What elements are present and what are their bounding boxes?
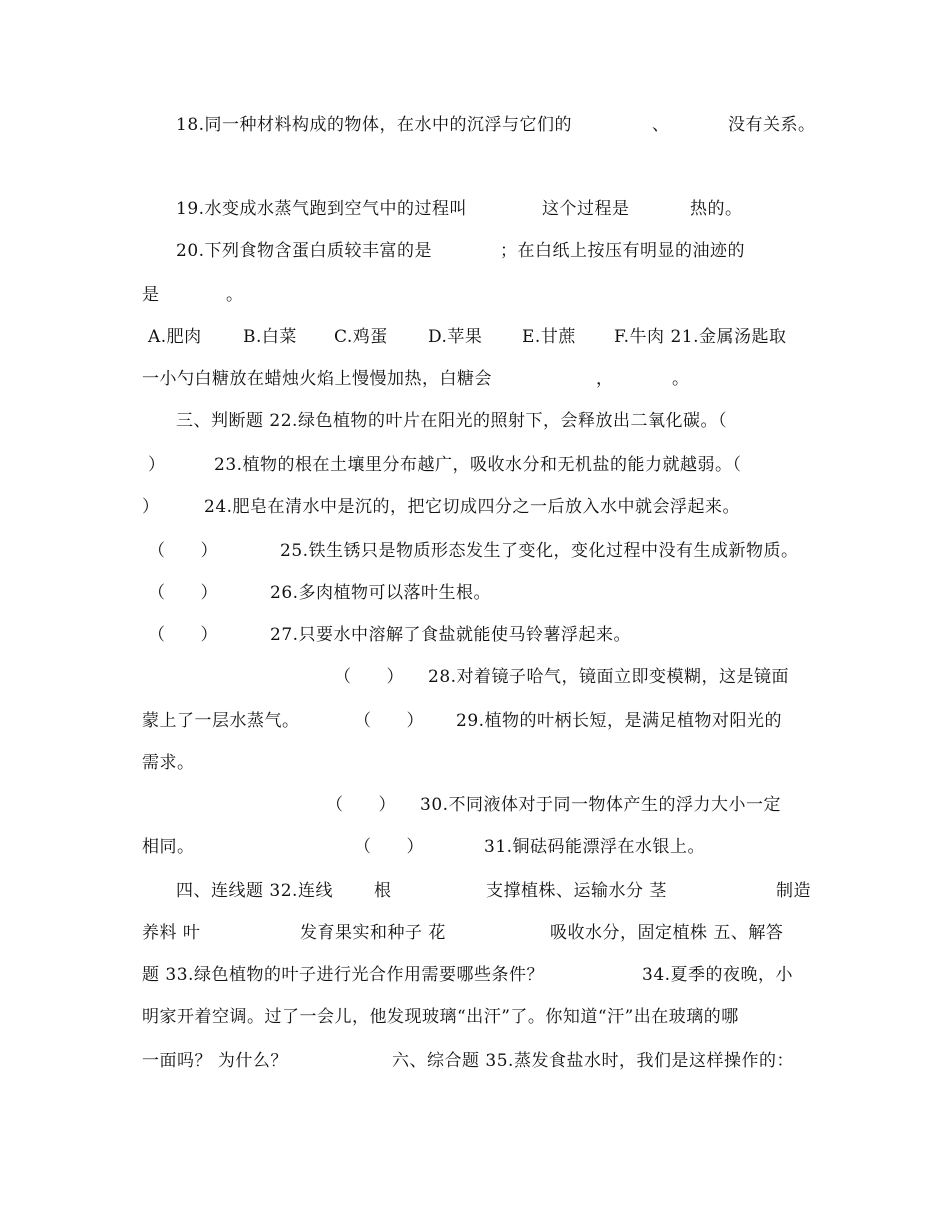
text-segment: 制造 bbox=[776, 881, 811, 901]
text-segment: 题 33.绿色植物的叶子进行光合作用需要哪些条件？ bbox=[142, 965, 544, 985]
matching-row bbox=[0, 918, 950, 948]
option-f: F.牛肉 21.金属汤匙取 bbox=[614, 327, 787, 347]
question-30 bbox=[0, 790, 950, 820]
text-segment: 热的。 bbox=[690, 199, 743, 219]
text-segment: 四、连线题 32.连线 bbox=[176, 881, 333, 901]
text-segment: ；在白纸上按压有明显的油迹的 bbox=[500, 241, 745, 261]
text-segment: 六、综合题 35.蒸发食盐水时，我们是这样操作的： bbox=[392, 1051, 794, 1071]
text-segment: 养料 叶 bbox=[142, 923, 201, 943]
text-segment: 25.铁生锈只是物质形态发生了变化，变化过程中没有生成新物质。 bbox=[280, 541, 799, 561]
text-segment: 。 bbox=[226, 285, 244, 305]
answer-bracket: （ ） bbox=[148, 625, 218, 645]
option-b: B.白菜 bbox=[243, 327, 297, 347]
text-segment: 相同。 bbox=[142, 837, 195, 857]
question-28 bbox=[0, 662, 950, 692]
text-segment: 。 bbox=[672, 369, 690, 389]
text-segment: 24.肥皂在清水中是沉的，把它切成四分之一后放入水中就会浮起来。 bbox=[204, 497, 741, 517]
text-segment: 18.同一种材料构成的物体，在水中的沉浮与它们的 bbox=[176, 115, 573, 135]
text-segment: 30.不同液体对于同一物体产生的浮力大小一定 bbox=[420, 795, 782, 815]
answer-bracket: （ ） bbox=[334, 667, 404, 687]
text-segment: 27.只要水中溶解了食盐就能使马铃薯浮起来。 bbox=[270, 625, 632, 645]
answer-bracket: （ ） bbox=[354, 837, 424, 857]
text-segment: 需求。 bbox=[142, 753, 195, 773]
question-25 bbox=[0, 536, 950, 566]
text-segment: 31.铜砝码能漂浮在水银上。 bbox=[484, 837, 706, 857]
text-segment: 支撑植株、运输水分 茎 bbox=[486, 881, 667, 901]
text-segment: 28.对着镜子哈气，镜面立即变模糊，这是镜面 bbox=[428, 667, 790, 687]
option-d: D.苹果 bbox=[428, 327, 483, 347]
question-34 bbox=[0, 1002, 950, 1032]
question-29-continued bbox=[0, 748, 950, 778]
text-segment: ） bbox=[142, 497, 160, 517]
text-segment: 这个过程是 bbox=[542, 199, 630, 219]
question-23 bbox=[0, 450, 950, 480]
answer-bracket: （ ） bbox=[354, 711, 424, 731]
question-27 bbox=[0, 620, 950, 650]
question-20 bbox=[0, 236, 950, 266]
text-segment: 20.下列食物含蛋白质较丰富的是 bbox=[176, 241, 433, 261]
answer-bracket: （ ） bbox=[148, 541, 218, 561]
question-19 bbox=[0, 194, 950, 224]
text-segment: 23.植物的根在土壤里分布越广，吸收水分和无机盐的能力就越弱。（ bbox=[214, 455, 742, 475]
text-segment: 明家开着空调。过了一会儿，他发现玻璃“出汗”了。你知道“汗”出在玻璃的哪 bbox=[142, 1007, 739, 1027]
text-segment: 、 bbox=[652, 115, 670, 135]
text-segment: 一面吗？ 为什么？ bbox=[142, 1051, 288, 1071]
answer-bracket: （ ） bbox=[326, 795, 396, 815]
option-e: E.甘蔗 bbox=[522, 327, 576, 347]
text-segment: 根 bbox=[374, 881, 392, 901]
section-4-heading bbox=[0, 876, 950, 906]
text-segment: 三、判断题 22.绿色植物的叶片在阳光的照射下，会释放出二氧化碳。（ bbox=[176, 411, 727, 431]
question-21-continued bbox=[0, 364, 950, 394]
text-segment: 34.夏季的夜晚，小 bbox=[642, 965, 794, 985]
answer-bracket: （ ） bbox=[148, 583, 218, 603]
question-24 bbox=[0, 492, 950, 522]
text-segment: 是 bbox=[142, 285, 160, 305]
text-segment: 26.多肉植物可以落叶生根。 bbox=[270, 583, 492, 603]
text-segment: 吸收水分，固定植株 五、解答 bbox=[550, 923, 784, 943]
question-29 bbox=[0, 706, 950, 736]
question-34-continued bbox=[0, 1046, 950, 1076]
question-20-continued bbox=[0, 280, 950, 310]
section-3-heading bbox=[0, 406, 950, 436]
text-segment: 没有关系。 bbox=[728, 115, 816, 135]
text-segment: ， bbox=[596, 369, 614, 389]
text-segment: ） bbox=[148, 455, 166, 475]
question-33 bbox=[0, 960, 950, 990]
option-c: C.鸡蛋 bbox=[334, 327, 388, 347]
answer-options bbox=[0, 322, 950, 352]
text-segment: 蒙上了一层水蒸气。 bbox=[142, 711, 300, 731]
text-segment: 发育果实和种子 花 bbox=[300, 923, 446, 943]
text-segment: 19.水变成水蒸气跑到空气中的过程叫 bbox=[176, 199, 468, 219]
question-26 bbox=[0, 578, 950, 608]
question-18 bbox=[0, 110, 950, 140]
question-31 bbox=[0, 832, 950, 862]
text-segment: 29.植物的叶柄长短，是满足植物对阳光的 bbox=[456, 711, 783, 731]
text-segment: 一小勺白糖放在蜡烛火焰上慢慢加热，白糖会 bbox=[142, 369, 492, 389]
option-a: A.肥肉 bbox=[148, 327, 202, 347]
